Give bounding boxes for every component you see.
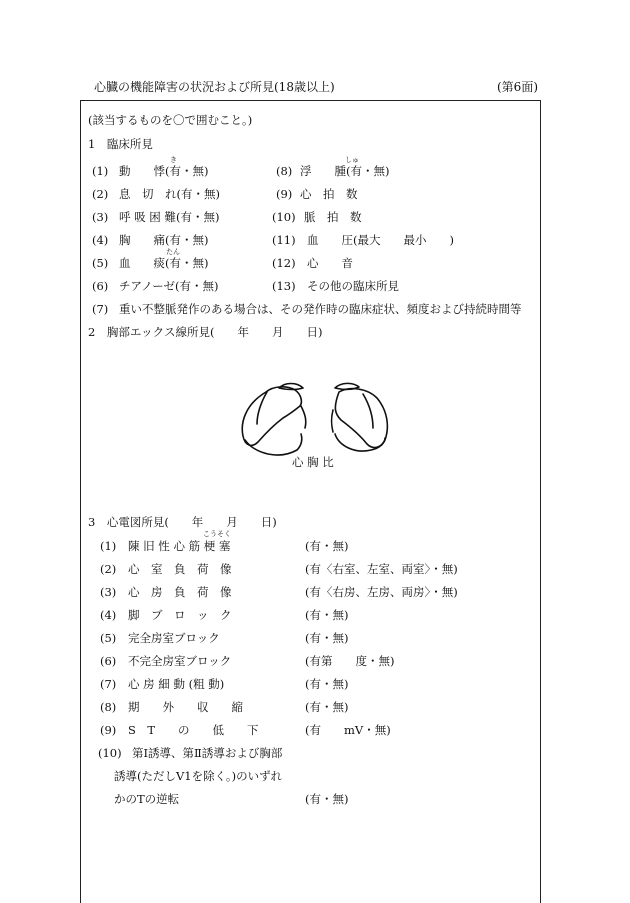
clinical-item-11-num: (11) [272, 233, 296, 247]
ecg-item-3-value: (有〈右房、左房、両房〉・無) [305, 585, 458, 599]
page-number: (第6面) [497, 80, 538, 94]
clinical-item-13-num: (13) [272, 279, 296, 293]
ecg-item-2-value: (有〈右室、左室、両室〉・無) [305, 562, 458, 576]
ecg-item-6: 不完全房室ブロック [128, 654, 232, 668]
ecg-item-7-num: (7) [100, 677, 117, 691]
clinical-item-11: 血 圧(最大 最小 ) [307, 233, 454, 247]
clinical-item-3: 呼 吸 困 難(有・無) [119, 210, 220, 224]
clinical-item-10-num: (10) [272, 210, 296, 224]
ecg-item-4-value: (有・無) [305, 608, 349, 622]
ecg-item-8-value: (有・無) [305, 700, 349, 714]
clinical-item-12-num: (12) [272, 256, 296, 270]
clinical-item-4-num: (4) [92, 233, 109, 247]
clinical-item-8-num: (8) [276, 164, 293, 178]
form-title: 心臓の機能障害の状況および所見(18歳以上) [94, 80, 335, 94]
ecg-item-6-value: (有第 度・無) [305, 654, 395, 668]
ecg-item-2: 心 室 負 荷 像 [128, 562, 232, 576]
ecg-item-6-num: (6) [100, 654, 117, 668]
ecg-item-7: 心 房 細 動 (粗 動) [128, 677, 225, 691]
section1-heading: 1 臨床所見 [88, 137, 153, 151]
ecg-item-10-line2: 誘導(ただしV1を除く。)のいずれ [114, 769, 283, 783]
ecg-item-7-value: (有・無) [305, 677, 349, 691]
ecg-item-4: 脚 ブ ロ ッ ク [128, 608, 232, 622]
instruction-text: (該当するものを〇で囲むこと。) [88, 113, 253, 127]
clinical-item-5-num: (5) [92, 256, 109, 270]
ecg-item-10-line1: 第Ⅰ誘導、第Ⅱ誘導および胸部 [132, 746, 283, 760]
clinical-item-7-num: (7) [92, 302, 109, 316]
ecg-item-10-num: (10) [98, 746, 122, 760]
clinical-item-1-num: (1) [92, 164, 109, 178]
ecg-item-2-num: (2) [100, 562, 117, 576]
clinical-item-2-num: (2) [92, 187, 109, 201]
ruby-ki: き [170, 156, 177, 164]
ecg-item-1-num: (1) [100, 539, 117, 553]
clinical-item-7: 重い不整脈発作のある場合は、その発作時の臨床症状、頻度および持続時間等 [119, 302, 522, 316]
ecg-item-1: 陳 旧 性 心 筋 梗 塞 [128, 539, 231, 553]
clinical-item-6-num: (6) [92, 279, 109, 293]
ecg-item-9: S T の 低 下 [128, 723, 259, 737]
ecg-item-4-num: (4) [100, 608, 117, 622]
clinical-item-9: 心 拍 数 [300, 187, 358, 201]
clinical-item-2: 息 切 れ(有・無) [119, 187, 220, 201]
ecg-item-8: 期 外 収 縮 [128, 700, 243, 714]
ruby-shu: しゅ [345, 156, 359, 164]
ecg-item-10-line3: かのTの逆転 [114, 792, 180, 806]
ecg-item-3: 心 房 負 荷 像 [128, 585, 232, 599]
ruby-kousoku: こうそく [203, 530, 231, 538]
ecg-item-9-value: (有 mV・無) [305, 723, 391, 737]
clinical-item-13: その他の臨床所見 [307, 279, 399, 293]
ecg-item-9-num: (9) [100, 723, 117, 737]
cardiothoracic-ratio-label: 心 胸 比 [292, 455, 334, 469]
clinical-item-4: 胸 痛(有・無) [119, 233, 209, 247]
clinical-item-8: 浮 腫(有・無) [300, 164, 390, 178]
ecg-item-8-num: (8) [100, 700, 117, 714]
ecg-item-5-value: (有・無) [305, 631, 349, 645]
section3-heading: 3 心電図所見( 年 月 日) [88, 515, 277, 529]
ecg-item-3-num: (3) [100, 585, 117, 599]
ecg-item-5-num: (5) [100, 631, 117, 645]
section2-heading: 2 胸部エックス線所見( 年 月 日) [88, 325, 323, 339]
clinical-item-6: チアノーゼ(有・無) [119, 279, 219, 293]
clinical-item-3-num: (3) [92, 210, 109, 224]
clinical-item-9-num: (9) [276, 187, 293, 201]
clinical-item-10: 脈 拍 数 [304, 210, 362, 224]
ruby-tan: たん [166, 248, 180, 256]
ecg-item-10-value: (有・無) [305, 792, 349, 806]
clinical-item-1: 動 悸(有・無) [119, 164, 209, 178]
ecg-item-5: 完全房室ブロック [128, 631, 220, 645]
ecg-item-1-value: (有・無) [305, 539, 349, 553]
clinical-item-5: 血 痰(有・無) [119, 256, 209, 270]
clinical-item-12: 心 音 [307, 256, 353, 270]
